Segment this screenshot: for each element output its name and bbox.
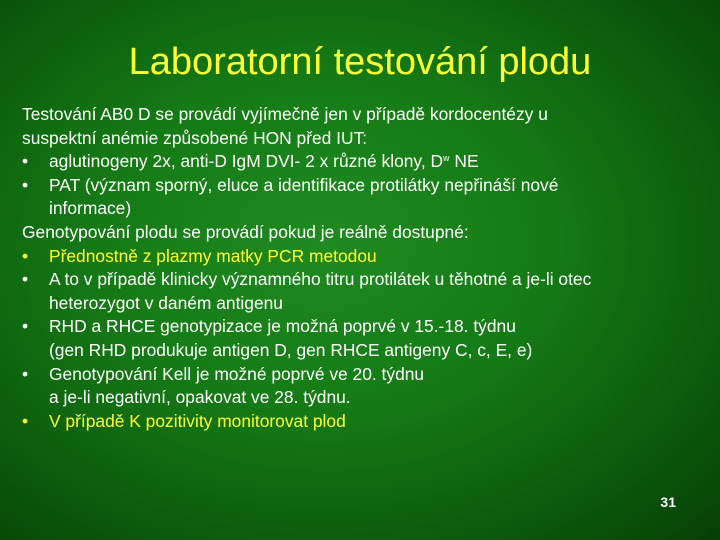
agglutinogen-tail: NE (449, 151, 479, 172)
rhd-line-1: RHD a RHCE genotypizace je možná poprvé v 15.-18. týdnu (49, 316, 516, 337)
list-item (22, 150, 702, 174)
bullet-icon: • (22, 363, 29, 384)
bullet-text (49, 150, 702, 174)
weak-d-superscript: w (443, 153, 450, 164)
list-item (22, 245, 702, 269)
intro-line-1: Testování AB0 D se provádí vyjímečně jen v případě kordocentézy u (22, 104, 548, 124)
kell-line-2: a je-li negativní, opakovat ve 28. týdnu. (49, 387, 351, 408)
bullet-icon: • (22, 245, 29, 266)
bullet-icon: • (22, 316, 29, 337)
titer-line-1: A to v případě klinicky významného titru protilátek u těhotné a je-li otec (49, 269, 592, 290)
genotyping-intro: Genotypování plodu se provádí pokud je reálně dostupné: (22, 221, 469, 242)
pcr-method-text: Přednostně z plazmy matky PCR metodou (49, 245, 377, 266)
kell-line-1: Genotypování Kell je možné poprvé ve 20. týdnu (49, 363, 425, 384)
bullet-icon: • (22, 151, 29, 172)
list-item (22, 174, 702, 221)
bullet-icon: • (22, 410, 29, 431)
bullet-icon: • (22, 269, 29, 290)
pat-line-1: PAT (význam sporný, eluce a identifikace protilátky nepřináší nové (49, 174, 559, 195)
list-item (22, 410, 702, 434)
page-number: 31 (660, 494, 676, 510)
list-item (22, 268, 702, 315)
list-item (22, 363, 702, 410)
agglutinogen-text: aglutinogeny 2x, anti-D IgM DVI- 2 x různé klony, D (49, 151, 444, 172)
titer-line-2: heterozygot v daném antigenu (49, 292, 283, 313)
intro-line-2: suspektní anémie způsobené HON před IUT: (22, 127, 368, 148)
bullet-icon: • (22, 174, 29, 195)
rhd-line-2: (gen RHD produkuje antigen D, gen RHCE antigeny C, c, E, e) (49, 339, 533, 360)
pat-line-2: informace) (49, 198, 132, 219)
k-positivity-text: V případě K pozitivity monitorovat plod (49, 410, 346, 431)
slide-title: Laboratorní testování plodu (128, 41, 592, 83)
list-item (22, 315, 702, 362)
slide-body (22, 103, 702, 433)
